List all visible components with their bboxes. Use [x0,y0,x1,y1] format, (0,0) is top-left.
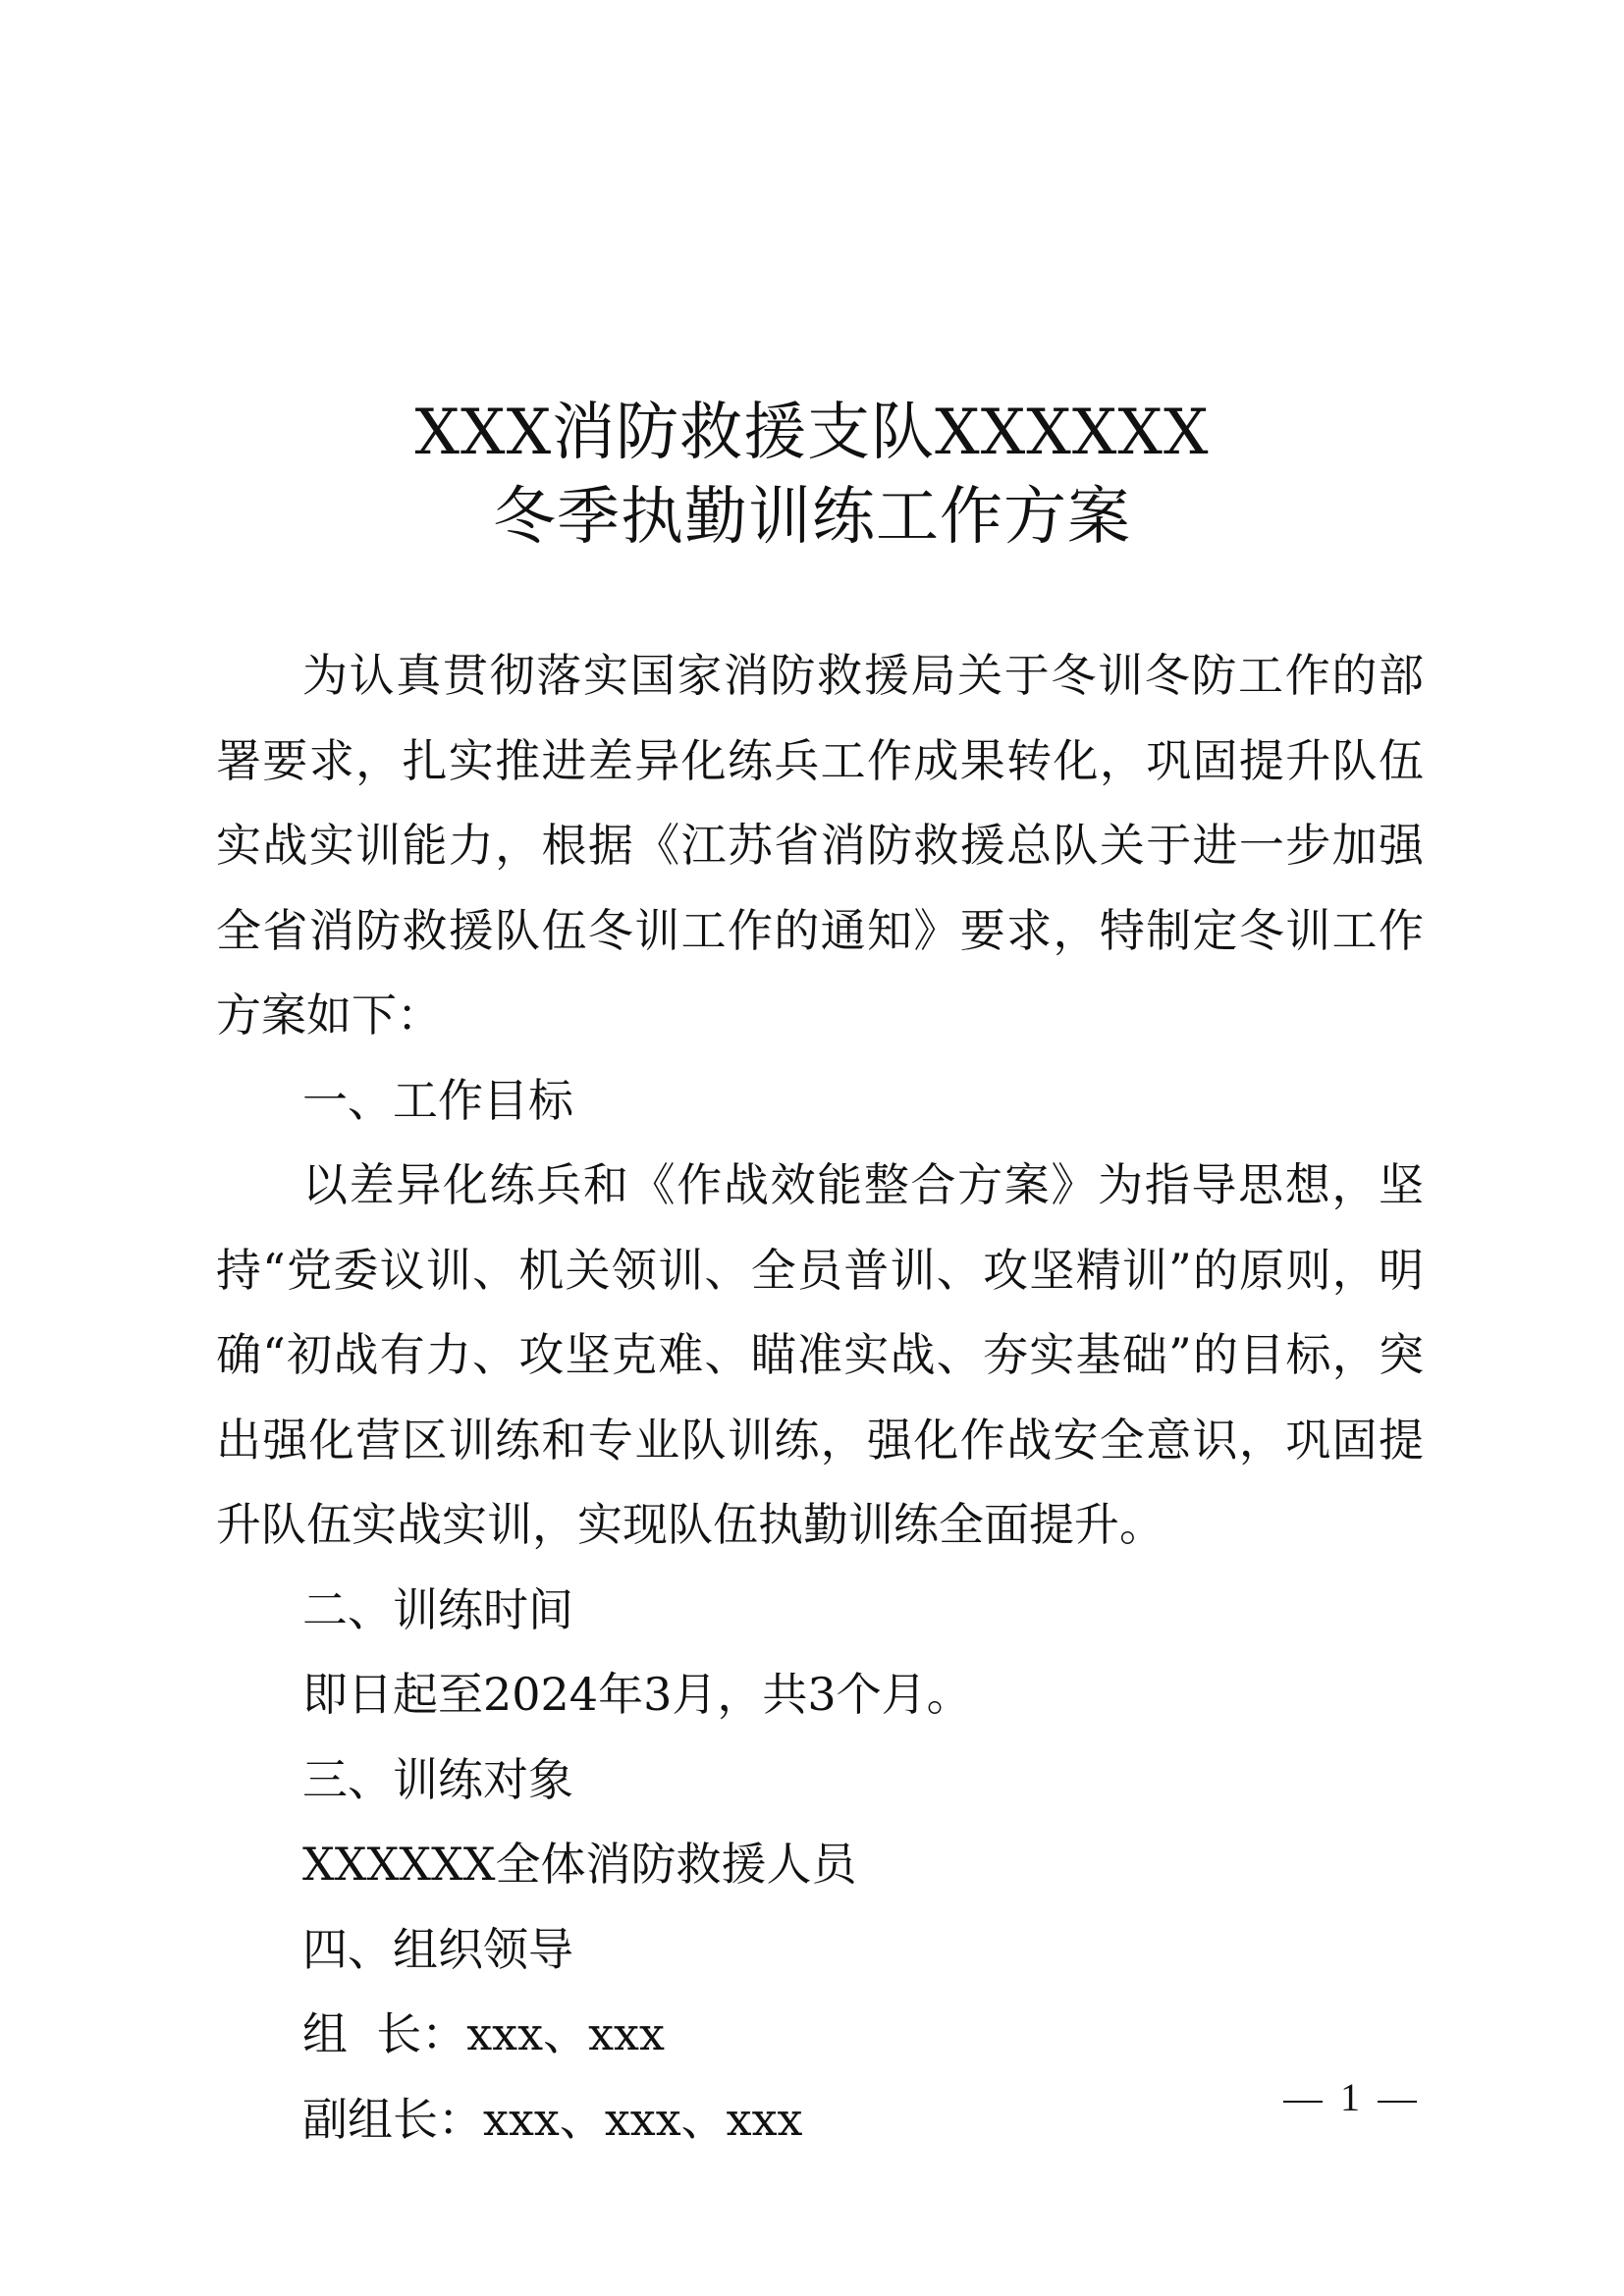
section-content-target: XXXXXX全体消防救援人员 [302,1838,857,1891]
page-number-dash-left [1283,2101,1323,2103]
page-number-value: 1 [1340,2075,1360,2119]
deputy-leader-line: 副组长：xxx、xxx、xxx [302,2092,803,2146]
document-body [216,633,1424,2162]
section-heading-target: 三、训练对象 [302,1752,573,1806]
section-heading-time: 二、训练时间 [302,1582,573,1636]
title-line-2: 冬季执勤训练工作方案 [493,481,1131,554]
page-number [1276,2073,1424,2122]
title-line-1: XXX消防救援支队XXXXXX [414,397,1210,469]
leader-line: 组 长：xxx、xxx [302,2007,665,2060]
section-heading-organization: 四、组织领导 [302,1922,573,1976]
section-content-goals: 以差异化练兵和《作战效能整合方案》为指导思想，坚持“党委议训、机关领训、全员普训、攻坚精训”的原则，明确“初战有力、攻坚克难、瞄准实战、夯实基础”的目标，突出强化营区训练和专业队训练，强化作战安全意识，巩固提升队伍实战实训，实现队伍执勤训练全面提升。 [216,1158,1424,1551]
document-title [0,391,1624,560]
section-content-time: 即日起至2024年3月，共3个月。 [302,1668,972,1721]
page-number-dash-right [1378,2101,1417,2103]
section-heading-goals: 一、工作目标 [302,1073,573,1127]
intro-paragraph: 为认真贯彻落实国家消防救援局关于冬训冬防工作的部署要求，扎实推进差异化练兵工作成果转化，巩固提升队伍实战实训能力，根据《江苏省消防救援总队关于进一步加强全省消防救援队伍冬训工作的通知》要求，特制定冬训工作方案如下： [216,649,1424,1041]
